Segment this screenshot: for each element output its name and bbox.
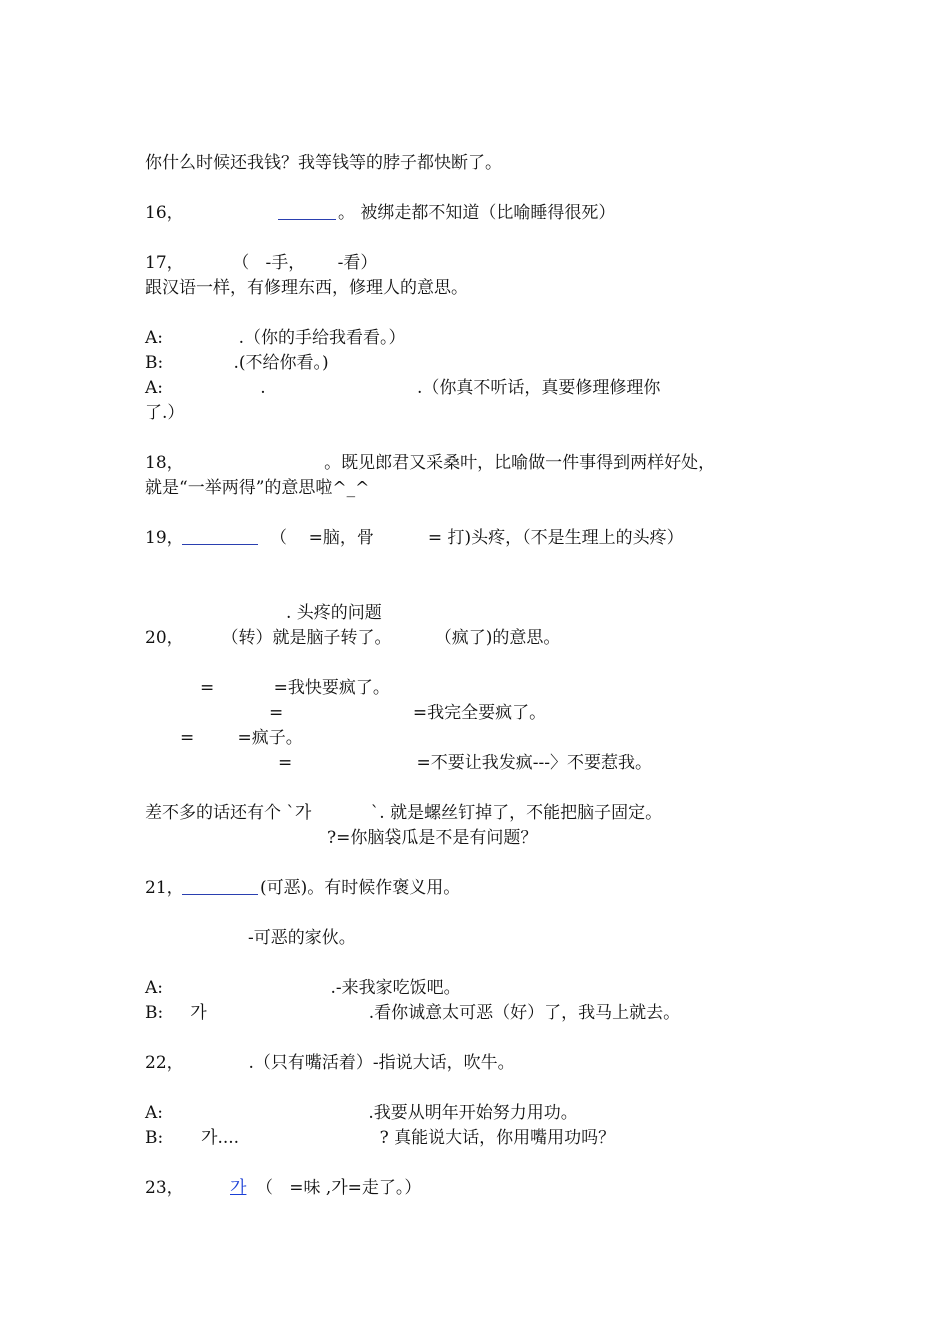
text-line: (可恶)。有时候作褒义用。 [260, 878, 461, 898]
text-line: 你什么时候还我钱？我等钱等的脖子都快断了。 [145, 153, 502, 173]
text-line: 20， （转）就是脑子转了。 （疯了)的意思。 [145, 628, 561, 648]
dialogue-line: B: .(不给你看。) [145, 353, 329, 373]
dialogue-line: A: .-来我家吃饭吧。 [145, 978, 461, 998]
dialogue-line: B: 가 .看你诚意太可恶（好）了，我马上就去。 [145, 1003, 681, 1023]
text-line: . 头疼的问题 [286, 603, 382, 623]
item-number: 19， [145, 528, 184, 548]
dialogue-line: B: 가.... ? 真能说大话，你用嘴用功吗？ [145, 1128, 616, 1148]
text-line: = =我快要疯了。 [200, 678, 390, 698]
text-line: = =疯子。 [180, 728, 303, 748]
text-line: （ =脑，骨 = 打)头疼，（不是生理上的头疼） [270, 528, 684, 548]
text-line: ?=你脑袋瓜是不是有问题？ [327, 828, 538, 848]
text-line: 18， 。既见郎君又采桑叶，比喻做一件事得到两样好处， [145, 453, 716, 473]
text-line: 差不多的话还有个 `가 `. 就是螺丝钉掉了，不能把脑子固定。 [145, 803, 663, 823]
fill-blank [278, 218, 336, 220]
text-line: 。 被绑走都不知道（比喻睡得很死） [338, 203, 616, 223]
item-number: 21， [145, 878, 184, 898]
text-line: 17， （ -手， -看） [145, 253, 378, 273]
text-line: （ =味 ,가=走了。） [256, 1178, 422, 1198]
dialogue-line: A: .（你的手给我看看。） [145, 328, 406, 348]
dialogue-line: A: .我要从明年开始努力用功。 [145, 1103, 578, 1123]
text-line: 跟汉语一样，有修理东西，修理人的意思。 [145, 278, 468, 298]
item-number: 23， [145, 1178, 184, 1198]
text-line: = =我完全要疯了。 [269, 703, 547, 723]
fill-blank [182, 543, 258, 545]
text-line: 22， .（只有嘴活着）-指说大话，吹牛。 [145, 1053, 515, 1073]
text-line: 就是“一举两得”的意思啦^_^ [145, 478, 370, 498]
text-line: = =不要让我发疯---〉不要惹我。 [278, 753, 653, 773]
dialogue-line: 了.） [145, 403, 185, 423]
fill-blank [182, 893, 258, 895]
dialogue-line: A: . .（你真不听话，真要修理修理你 [145, 378, 661, 398]
text-line: -可恶的家伙。 [248, 928, 356, 948]
korean-word-link[interactable]: 가 [230, 1178, 247, 1198]
item-number: 16， [145, 203, 184, 223]
